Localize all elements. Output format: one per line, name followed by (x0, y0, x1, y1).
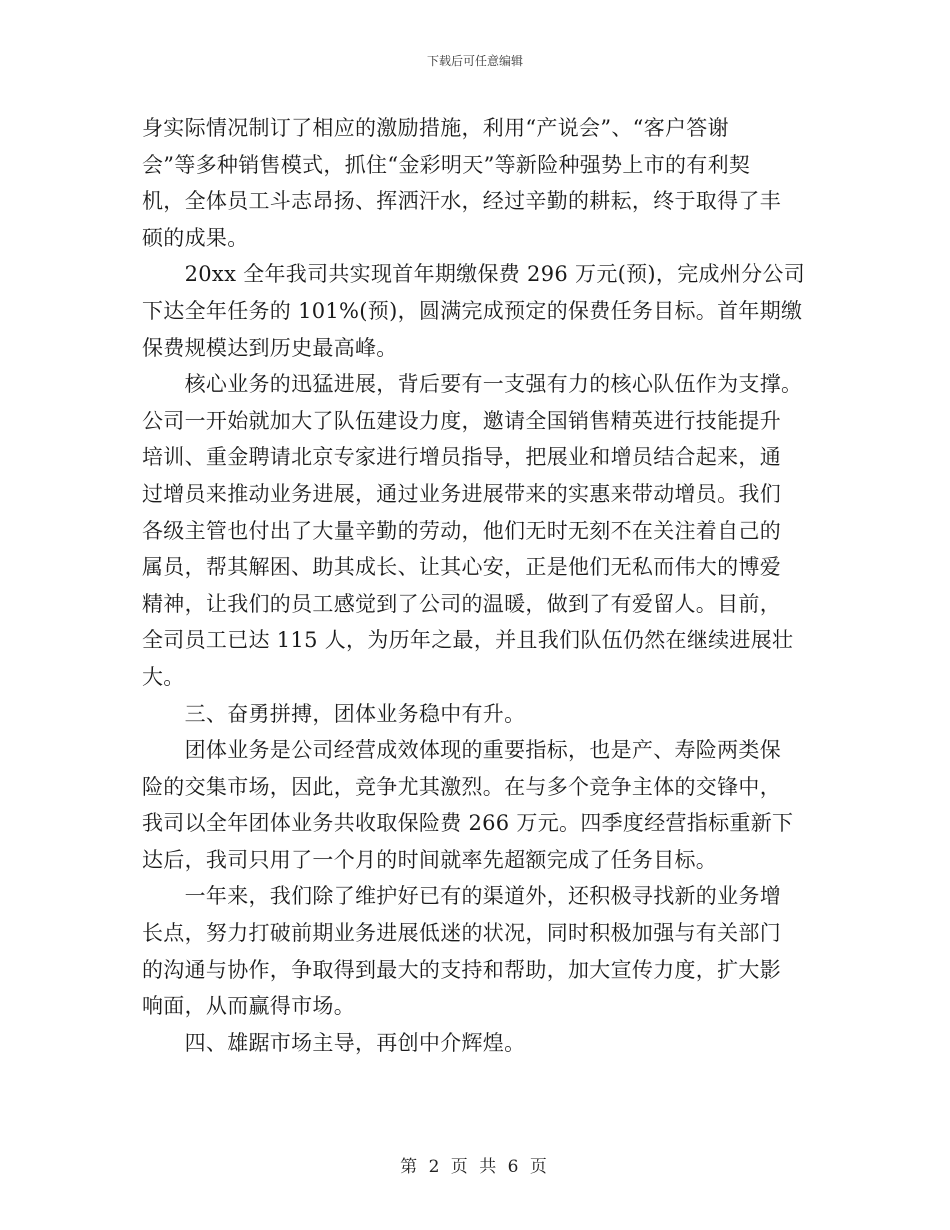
text-line: 的沟通与协作，争取得到最大的支持和帮助，加大宣传力度，扩大影 (142, 957, 781, 982)
section-heading: 四、雄踞市场主导，再创中介辉煌。 (142, 1030, 526, 1055)
text-line: 精神，让我们的员工感觉到了公司的温暖，做到了有爱留人。目前， (142, 591, 781, 616)
text-line: 会”等多种销售模式，抓住“金彩明天”等新险种强势上市的有利契 (142, 152, 751, 177)
text-line: 达后，我司只用了一个月的时间就率先超额完成了任务目标。 (142, 847, 718, 872)
section-heading: 三、奋勇拼搏，团体业务稳中有升。 (142, 701, 526, 726)
page-number-footer: 第 2 页 共 6 页 (400, 1157, 550, 1177)
text-line: 保费规模达到历史最高峰。 (142, 335, 398, 360)
text-line: 属员，帮其解困、助其成长、让其心安，正是他们无私而伟大的博爱 (142, 555, 781, 580)
text-line: 公司一开始就加大了队伍建设力度，邀请全国销售精英进行技能提升 (142, 408, 781, 433)
text-line: 一年来，我们除了维护好已有的渠道外，还积极寻找新的业务增 (142, 884, 781, 909)
text-line: 大。 (142, 664, 185, 689)
text-line: 长点，努力打破前期业务进展低迷的状况，同时积极加强与有关部门 (142, 921, 781, 946)
text-line: 过增员来推动业务进展，通过业务进展带来的实惠来带动增员。我们 (142, 481, 781, 506)
page-header: 下载后可任意编辑 (426, 54, 523, 68)
text-line: 培训、重金聘请北京专家进行增员指导，把展业和增员结合起来，通 (142, 445, 781, 470)
text-line: 全司员工已达 115 人，为历年之最，并且我们队伍仍然在继续进展壮 (142, 628, 794, 653)
text-line: 机，全体员工斗志昂扬、挥洒汗水，经过辛勤的耕耘，终于取得了丰 (142, 189, 781, 214)
text-line: 响面，从而赢得市场。 (142, 994, 355, 1019)
document-body (142, 110, 812, 1061)
text-line: 身实际情况制订了相应的激励措施，利用“产说会”、“客户答谢 (142, 116, 729, 140)
text-line: 各级主管也付出了大量辛勤的劳动，他们无时无刻不在关注着自己的 (142, 518, 781, 543)
text-line: 硕的成果。 (142, 225, 249, 250)
text-line: 险的交集市场，因此，竞争尤其激烈。在与多个竞争主体的交锋中， (142, 774, 781, 799)
text-line: 我司以全年团体业务共收取保险费 266 万元。四季度经营指标重新下 (142, 811, 794, 836)
text-line: 20xx 全年我司共实现首年期缴保费 296 万元(预)，完成州分公司 (142, 262, 805, 287)
text-line: 下达全年任务的 101%(预)，圆满完成预定的保费任务目标。首年期缴 (142, 298, 803, 323)
text-line: 核心业务的迅猛进展，背后要有一支强有力的核心队伍作为支撑。 (142, 372, 803, 397)
text-line: 团体业务是公司经营成效体现的重要指标，也是产、寿险两类保 (142, 738, 781, 763)
